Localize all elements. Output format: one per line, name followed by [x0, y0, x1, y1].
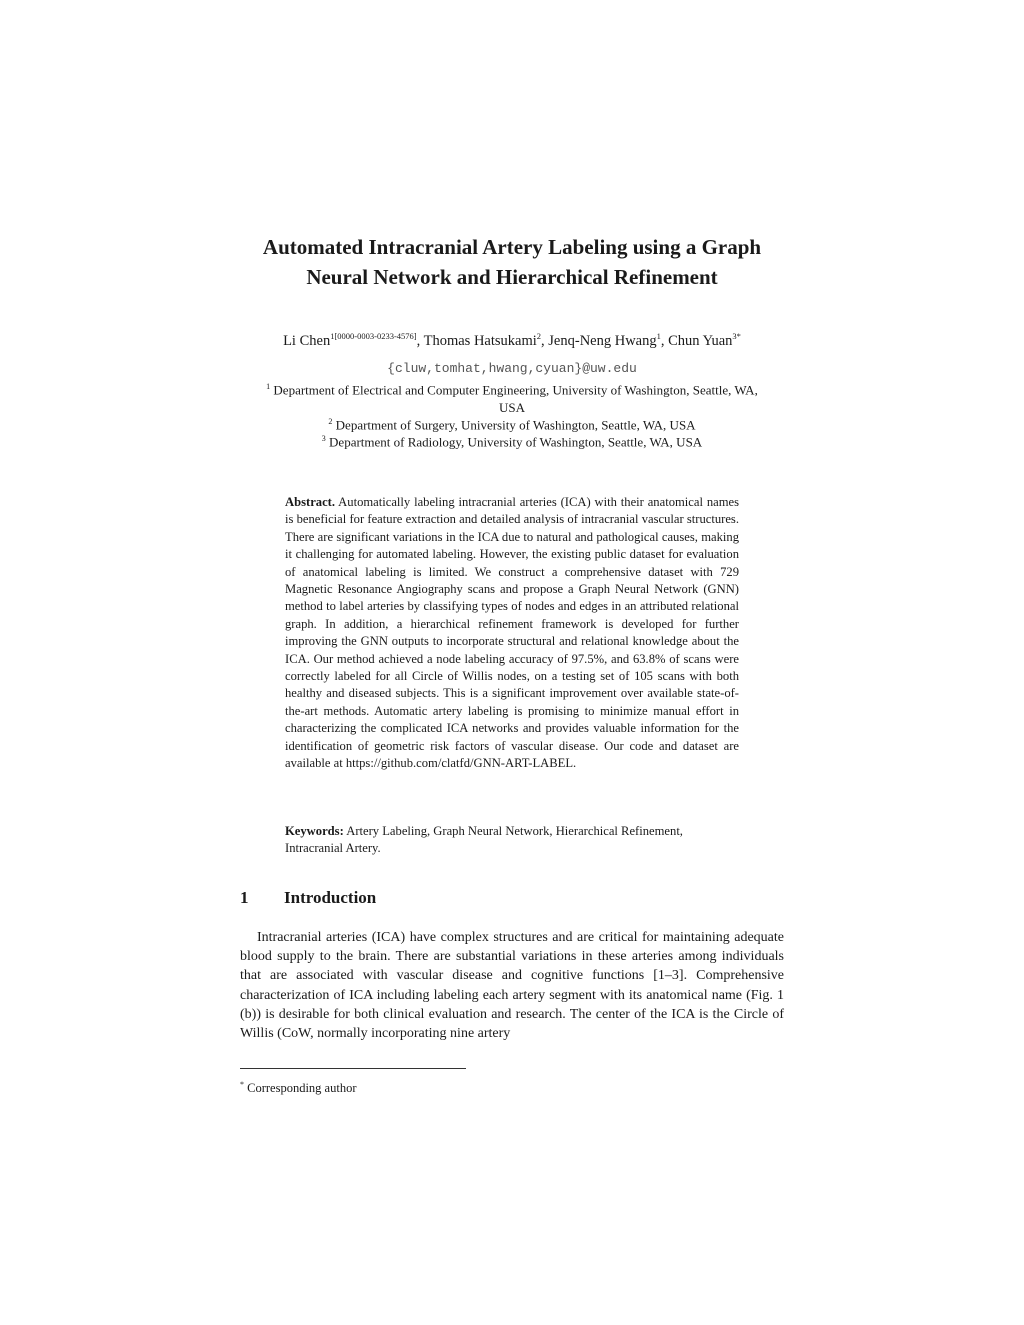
author-separator: ,	[416, 332, 424, 349]
footnote	[240, 1077, 356, 1096]
paper-title	[200, 232, 824, 292]
keywords	[285, 823, 739, 858]
affiliation-marker: 1	[266, 382, 271, 391]
section-heading	[240, 887, 376, 909]
author-name: Thomas Hatsukami	[423, 332, 537, 349]
author-affiliation-marker: 3*	[732, 331, 741, 341]
author-affiliation-marker: 2	[536, 331, 542, 341]
affiliation-marker: 2	[328, 417, 333, 426]
footnote-text: Corresponding author	[244, 1081, 357, 1096]
affiliation-text: Department of Electrical and Computer Engineering, University of Washington, Seattle, WA,	[270, 382, 758, 398]
affiliation-1	[236, 378, 788, 416]
author-affiliation-marker: 1	[656, 331, 661, 341]
abstract-label: Abstract.	[285, 495, 336, 509]
author-emails: {cluw,tomhat,hwang,cyuan}@uw.edu	[387, 361, 637, 376]
keywords-text: Artery Labeling, Graph Neural Network, Hierarchical Refinement, Intracranial Artery.	[285, 824, 683, 856]
author-separator: ,	[541, 332, 549, 349]
affiliation-3	[236, 430, 788, 451]
footnote-divider	[240, 1068, 466, 1069]
author-name: Li Chen	[283, 332, 331, 349]
author-name: Chun Yuan	[668, 332, 733, 349]
section-title: Introduction	[284, 888, 377, 907]
title-line-2: Neural Network and Hierarchical Refinement	[306, 265, 718, 289]
affiliation-text-continued: USA	[498, 399, 525, 415]
author-list	[200, 326, 824, 351]
author-name: Jenq-Neng Hwang	[548, 332, 657, 349]
author-affiliation-marker: 1[0000-0003-0233-4576]	[330, 331, 417, 341]
affiliation-text: Department of Surgery, University of Washington, Seattle, WA, USA	[332, 417, 696, 433]
author-separator: ,	[660, 332, 669, 349]
abstract-text: Automatically labeling intracranial arteries (ICA) with their anatomical names is beneficial for feature extraction and detailed analysis of intracranial vascular structures. There are significant variations in the ICA due to natural and pathological causes, making it challenging for automated labeling. However, the existing public dataset for evaluation of anatomical labeling is limited. We construct a comprehensive dataset with 729 Magnetic Resonance Angiography scans and propose a Graph Neural Network (GNN) method to label arteries by classifying types of nodes and edges in an attributed relational graph. In addition, a hierarchical refinement framework is developed for further improving the GNN outputs to incorporate structural and relational knowledge about the ICA. Our method achieved a node labeling accuracy of 97.5%, and 63.8% of scans were correctly labeled for all Circle of Willis nodes, on a testing set of 105 scans with both healthy and diseased subjects. This is a significant improvement over available state-of-the-art methods. Automatic artery labeling is promising to minimize manual effort in characterizing the complicated ICA networks and provides valuable information for the identification of geometric risk factors of vascular disease. Our code and dataset are available at https://github.com/clatfd/GNN-ART-LABEL.	[285, 495, 739, 771]
abstract	[285, 494, 739, 773]
keywords-label: Keywords:	[285, 824, 344, 838]
title-line-1: Automated Intracranial Artery Labeling using a Graph	[262, 235, 762, 259]
footnote-marker: *	[240, 1080, 244, 1089]
intro-paragraph: Intracranial arteries (ICA) have complex structures and are critical for maintaining adequate blood supply to the brain. There are substantial variations in these arteries among individuals that are associated with vascular disease and cognitive functions [1–3]. Comprehensive characterization of ICA including labeling each artery segment with its anatomical name (Fig. 1 (b)) is desirable for both clinical evaluation and research. The center of the ICA is the Circle of Willis (CoW, normally incorporating nine artery	[240, 930, 784, 1042]
affiliation-text: Department of Radiology, University of Washington, Seattle, WA, USA	[325, 434, 703, 450]
section-number: 1	[240, 888, 249, 907]
affiliation-marker: 3	[321, 434, 326, 443]
